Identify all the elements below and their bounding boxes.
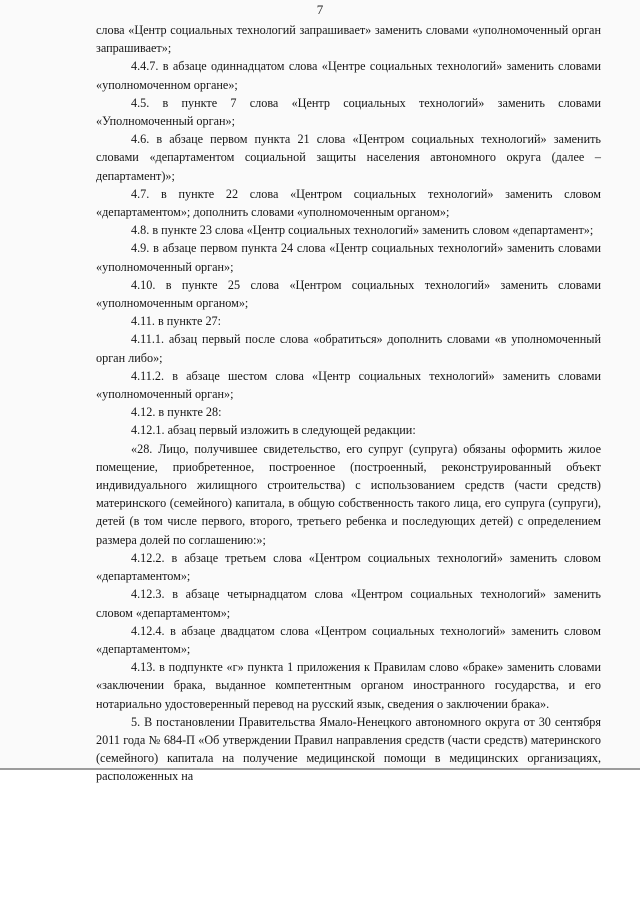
paragraph-4-5: 4.5. в пункте 7 слова «Центр социальных технологий» заменить словами «Уполномоченный орган»; [96, 95, 601, 129]
paragraph-4-12: 4.12. в пункте 28: [131, 405, 222, 420]
paragraph-4-12-1: 4.12.1. абзац первый изложить в следующей редакции: [131, 423, 416, 438]
paragraph-4-11-2: 4.11.2. в абзаце шестом слова «Центр социальных технологий» заменить словами «уполномоченный орган»; [96, 368, 601, 402]
paragraph-4-4-7: 4.4.7. в абзаце одиннадцатом слова «Центре социальных технологий» заменить словами «уполномоченном органе»; [96, 59, 601, 92]
paragraph-4-13: 4.13. в подпункте «г» пункта 1 приложения к Правилам слово «браке» заменить словами «заключении брака, выданное компетентным органом иностранного государства, и его нотариально удостоверенный перевод на русский язык, сведения о заключении брака». [96, 660, 601, 711]
paragraph-4-6: 4.6. в абзаце первом пункта 21 слова «Центром социальных технологий» заменить словами «департаментом социальной защиты населения автономного округа (далее – департамент)»; [96, 132, 601, 183]
paragraph-4-12-3: 4.12.3. в абзаце четырнадцатом слова «Центром социальных технологий» заменить словом «департаментом»; [96, 587, 601, 620]
paragraph-continuation: слова «Центр социальных технологий запрашивает» заменить словами «уполномоченный орган запрашивает»; [96, 23, 601, 56]
page-number: 7 [316, 2, 324, 17]
document-body [96, 21, 601, 786]
paragraph-4-10: 4.10. в пункте 25 слова «Центром социальных технологий» заменить словами «уполномоченным органом»; [96, 277, 601, 311]
paragraph-4-12-2: 4.12.2. в абзаце третьем слова «Центром социальных технологий» заменить словом «департаментом»; [96, 550, 601, 584]
paragraph-4-9: 4.9. в абзаце первом пункта 24 слова «Центр социальных технологий» заменить словами «уполномоченный орган»; [96, 241, 601, 274]
paragraph-5: 5. В постановлении Правительства Ямало-Ненецкого автономного округа от 30 сентября 2011 года № 684-П «Об утверждении Правил направления средств (части средств) материнского (семейного) капитала на получение медицинской помощи в медицинских организациях, расположенных на [96, 714, 601, 784]
paragraph-4-7: 4.7. в пункте 22 слова «Центром социальных технологий» заменить словом «департаментом»; дополнить словами «уполномоченным органом»; [96, 186, 601, 220]
paragraph-4-12-4: 4.12.4. в абзаце двадцатом слова «Центром социальных технологий» заменить словом «департаментом»; [96, 623, 601, 656]
paragraph-4-8: 4.8. в пункте 23 слова «Центр социальных технологий» заменить словом «департамент»; [131, 223, 594, 238]
paragraph-4-11-1: 4.11.1. абзац первый после слова «обратиться» дополнить словами «в уполномоченный орган либо»; [96, 332, 601, 365]
paragraph-4-11: 4.11. в пункте 27: [131, 314, 222, 329]
paragraph-quote-28: «28. Лицо, получившее свидетельство, его супруг (супруга) обязаны оформить жилое помещение, приобретенное, построенное (построенный, реконструированный объект индивидуального жилищного строительства) с использованием средств (части средств) материнского (семейного) капитала, в общую собственность такого лица, его супруга (супруги), детей (в том числе первого, второго, третьего ребенка и последующих детей) с определением размера долей по соглашению:»; [96, 441, 601, 547]
